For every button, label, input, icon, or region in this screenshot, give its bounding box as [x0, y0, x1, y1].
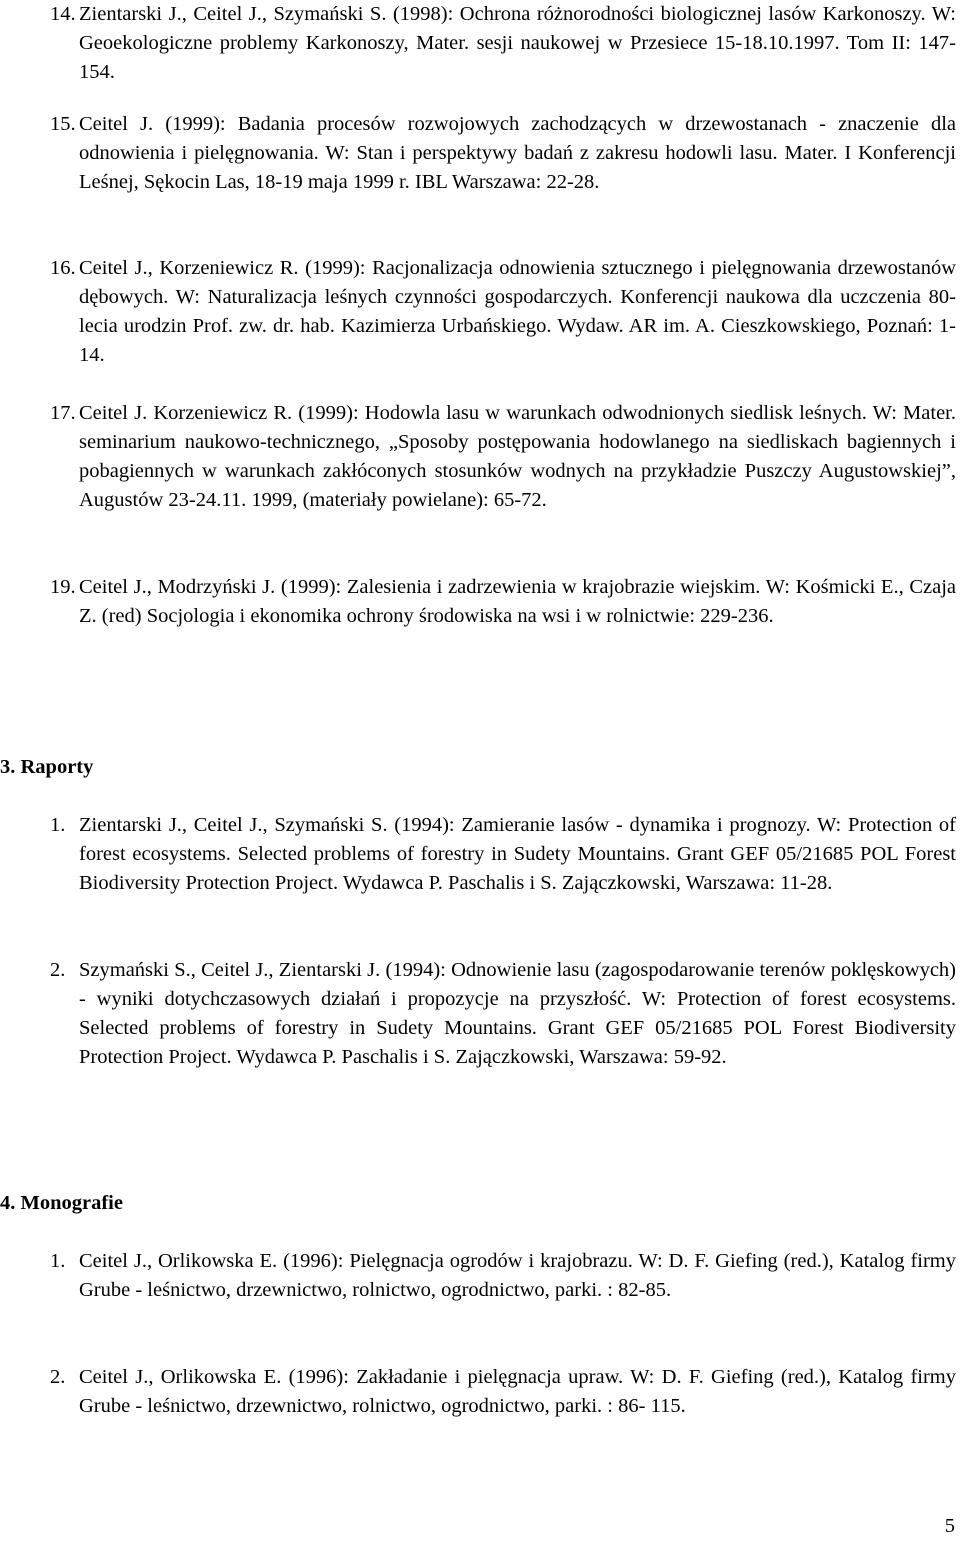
entry-text: Ceitel J. Korzeniewicz R. (1999): Hodowla lasu w warunkach odwodnionych siedlisk leśnych. W: Mater. seminarium naukowo-technicznego, „Sposoby postępowania hodowlanego na siedliskach bagiennych i pobagiennych w warunkach zakłóconych stosunków wodnych na przykładzie Puszczy Augustowskiej”, Augustów 23-24.11. 1999, (materiały powielane): 65-72.	[79, 402, 956, 511]
entry-text: Ceitel J., Orlikowska E. (1996): Pielęgnacja ogrodów i krajobrazu. W: D. F. Giefing (red.), Katalog firmy Grube - leśnictwo, drzewnictwo, rolnictwo, ogrodnictwo, parki. : 82-85.	[79, 1250, 956, 1301]
reference-entry-16	[50, 254, 956, 370]
entry-text: Ceitel J., Korzeniewicz R. (1999): Racjonalizacja odnowienia sztucznego i pielęgnowania drzewostanów dębowych. W: Naturalizacja leśnych czynności gospodarczych. Konferencji naukowa dla uczczenia 80-lecia urodzin Prof. zw. dr. hab. Kazimierza Urbańskiego. Wydaw. AR im. A. Cieszkowskiego, Poznań: 1-14.	[79, 257, 956, 366]
entry-number: 1.	[50, 1250, 66, 1272]
entry-text: Zientarski J., Ceitel J., Szymański S. (1994): Zamieranie lasów - dynamika i prognozy. W: Protection of forest ecosystems. Selected problems of forestry in Sudety Mountains. Grant GEF 05/21685 POL Forest Biodiversity Protection Project. Wydawca P. Paschalis i S. Zajączkowski, Warszawa: 11-28.	[79, 814, 956, 894]
entry-number: 19.	[50, 576, 76, 598]
entry-number: 2.	[50, 1366, 66, 1388]
entry-text: Ceitel J., Modrzyński J. (1999): Zalesienia i zadrzewienia w krajobrazie wiejskim. W: Kośmicki E., Czaja Z. (red) Socjologia i ekonomika ochrony środowiska na wsi i w rolnictwie: 229-236.	[79, 576, 956, 627]
entry-number: 17.	[50, 402, 76, 424]
monograph-entry-2	[50, 1363, 956, 1421]
entry-number: 14.	[50, 3, 76, 25]
entry-text: Szymański S., Ceitel J., Zientarski J. (1994): Odnowienie lasu (zagospodarowanie terenów poklęskowych) - wyniki dotychczasowych działań i propozycje na przyszłość. W: Protection of forest ecosystems. Selected problems of forestry in Sudety Mountains. Grant GEF 05/21685 POL Forest Biodiversity Protection Project. Wydawca P. Paschalis i S. Zajączkowski, Warszawa: 59-92.	[79, 959, 956, 1068]
section-heading-monografie: 4. Monografie	[0, 1192, 123, 1214]
entry-number: 15.	[50, 113, 76, 135]
reference-entry-19	[50, 573, 956, 631]
monograph-entry-1	[50, 1247, 956, 1305]
reference-entry-17	[50, 399, 956, 515]
report-entry-2	[50, 956, 956, 1072]
entry-number: 2.	[50, 959, 66, 981]
report-entry-1	[50, 811, 956, 898]
entry-number: 16.	[50, 257, 76, 279]
reference-entry-15	[50, 110, 956, 197]
entry-text: Ceitel J. (1999): Badania procesów rozwojowych zachodzących w drzewostanach - znaczenie dla odnowienia i pielęgnowania. W: Stan i perspektywy badań z zakresu hodowli lasu. Mater. I Konferencji Leśnej, Sękocin Las, 18-19 maja 1999 r. IBL Warszawa: 22-28.	[79, 113, 956, 193]
page-number: 5	[944, 1515, 955, 1537]
entry-text: Ceitel J., Orlikowska E. (1996): Zakładanie i pielęgnacja upraw. W: D. F. Giefing (red.), Katalog firmy Grube - leśnictwo, drzewnictwo, rolnictwo, ogrodnictwo, parki. : 86- 115.	[79, 1366, 956, 1417]
entry-number: 1.	[50, 814, 66, 836]
entry-text: Zientarski J., Ceitel J., Szymański S. (1998): Ochrona różnorodności biologicznej lasów Karkonoszy. W: Geoekologiczne problemy Karkonoszy, Mater. sesji naukowej w Przesiece 15-18.10.1997. Tom II: 147-154.	[79, 3, 956, 83]
reference-entry-14	[50, 0, 956, 87]
section-heading-raporty: 3. Raporty	[0, 756, 94, 778]
